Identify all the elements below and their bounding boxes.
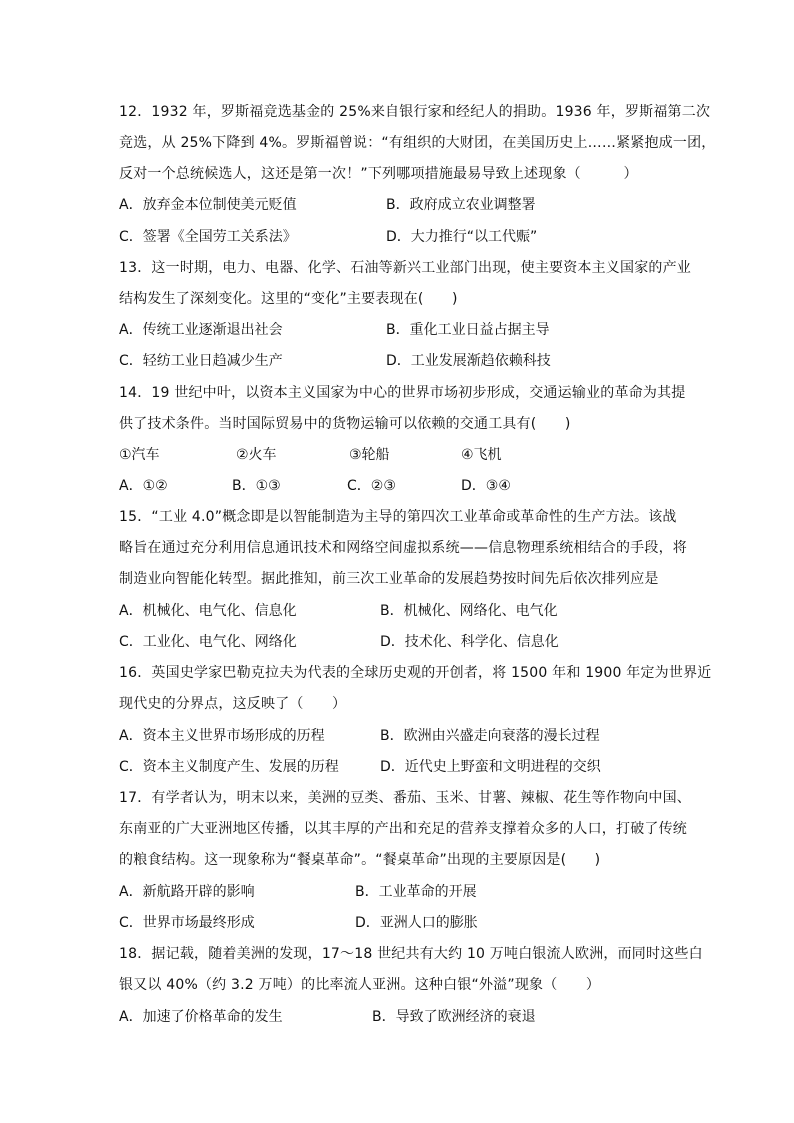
question-13-line-2: 结构发生了深刻变化。这里的“变化”主要表现在( ) [119, 291, 458, 307]
question-14-item-4: ④飞机 [461, 447, 502, 463]
question-14-option-d: D．③④ [461, 478, 511, 494]
question-15-line-2: 略旨在通过充分利用信息通讯技术和网络空间虚拟系统——信息物理系统相结合的手段，将 [119, 540, 687, 556]
question-17-option-d: D．亚洲人口的膨胀 [355, 915, 478, 931]
question-16-option-c: C．资本主义制度产生、发展的历程 [119, 759, 339, 775]
question-12-option-a: A．放弃金本位制使美元贬值 [119, 197, 297, 213]
question-14-option-b: B．①③ [232, 478, 281, 494]
question-15-option-d: D．技术化、科学化、信息化 [380, 634, 559, 650]
question-18-option-b: B．导致了欧洲经济的衰退 [372, 1009, 536, 1025]
question-17-option-c: C．世界市场最终形成 [119, 915, 255, 931]
question-13-line-1: 13．这一时期，电力、电器、化学、石油等新兴工业部门出现，使主要资本主义国家的产业 [119, 260, 692, 276]
question-13-option-c: C．轻纺工业日趋减少生产 [119, 353, 283, 369]
question-17-option-b: B．工业革命的开展 [355, 884, 477, 900]
question-15-option-c: C．工业化、电气化、网络化 [119, 634, 297, 650]
question-12-option-b: B．政府成立农业调整署 [386, 197, 536, 213]
question-18-line-1: 18．据记载，随着美洲的发现，17～18 世纪共有大约 10 万吨白银流人欧洲，而同时这些白 [119, 946, 703, 962]
question-16-option-d: D．近代史上野蛮和文明进程的交织 [380, 759, 601, 775]
question-16-option-a: A．资本主义世界市场形成的历程 [119, 728, 325, 744]
question-12-line-1: 12．1932 年，罗斯福竞选基金的 25%来自银行家和经纪人的捐助。1936 年，罗斯福第二次 [119, 104, 711, 120]
question-17-line-2: 东南亚的广大亚洲地区传播，以其丰厚的产出和充足的营养支撑着众多的人口，打破了传统 [119, 821, 687, 837]
question-12-line-3: 反对一个总统候选人，这还是第一次！”下列哪项措施最易导致上述现象（ ） [119, 166, 638, 182]
question-14-item-3: ③轮船 [349, 447, 390, 463]
question-13-option-b: B．重化工业日益占据主导 [386, 322, 550, 338]
question-16-option-b: B．欧洲由兴盛走向衰落的漫长过程 [380, 728, 600, 744]
question-17-line-3: 的粮食结构。这一现象称为“餐桌革命”。“餐桌革命”出现的主要原因是( ) [119, 852, 601, 868]
question-15-option-b: B．机械化、网络化、电气化 [380, 603, 558, 619]
question-12-option-d: D．大力推行“以工代赈” [386, 229, 538, 245]
question-14-line-1: 14．19 世纪中叶，以资本主义国家为中心的世界市场初步形成，交通运输业的革命为其提 [119, 385, 686, 401]
question-14-option-a: A．①② [119, 478, 168, 494]
question-16-line-2: 现代史的分界点，这反映了（ ） [119, 696, 347, 712]
question-15-line-1: 15．“工业 4.0”概念即是以智能制造为主导的第四次工业革命或革命性的生产方法。该战 [119, 509, 677, 525]
question-13-option-a: A．传统工业逐渐退出社会 [119, 322, 283, 338]
question-14-item-1: ①汽车 [119, 447, 160, 463]
question-13-option-d: D．工业发展渐趋依赖科技 [386, 353, 551, 369]
question-14-line-2: 供了技术条件。当时国际贸易中的货物运输可以依赖的交通工具有( ) [119, 416, 571, 432]
question-18-option-a: A．加速了价格革命的发生 [119, 1009, 283, 1025]
question-17-option-a: A．新航路开辟的影响 [119, 884, 255, 900]
question-17-line-1: 17．有学者认为，明末以来，美洲的豆类、番茄、玉米、甘薯、辣椒、花生等作物向中国、 [119, 790, 692, 806]
question-18-line-2: 银又以 40%（约 3.2 万吨）的比率流人亚洲。这种白银“外溢”现象（ ） [119, 977, 601, 993]
question-15-option-a: A．机械化、电气化、信息化 [119, 603, 297, 619]
question-12-line-2: 竞选，从 25%下降到 4%。罗斯福曾说：“有组织的大财团，在美国历史上……紧紧抱成一团， [119, 135, 716, 151]
question-12-option-c: C．签署《全国劳工关系法》 [119, 229, 297, 245]
question-14-item-2: ②火车 [236, 447, 277, 463]
question-14-option-c: C．②③ [347, 478, 396, 494]
question-15-line-3: 制造业向智能化转型。据此推知，前三次工业革命的发展趋势按时间先后依次排列应是 [119, 571, 659, 587]
question-16-line-1: 16．英国史学家巴勒克拉夫为代表的全球历史观的开创者，将 1500 年和 1900 年定为世界近 [119, 665, 712, 681]
